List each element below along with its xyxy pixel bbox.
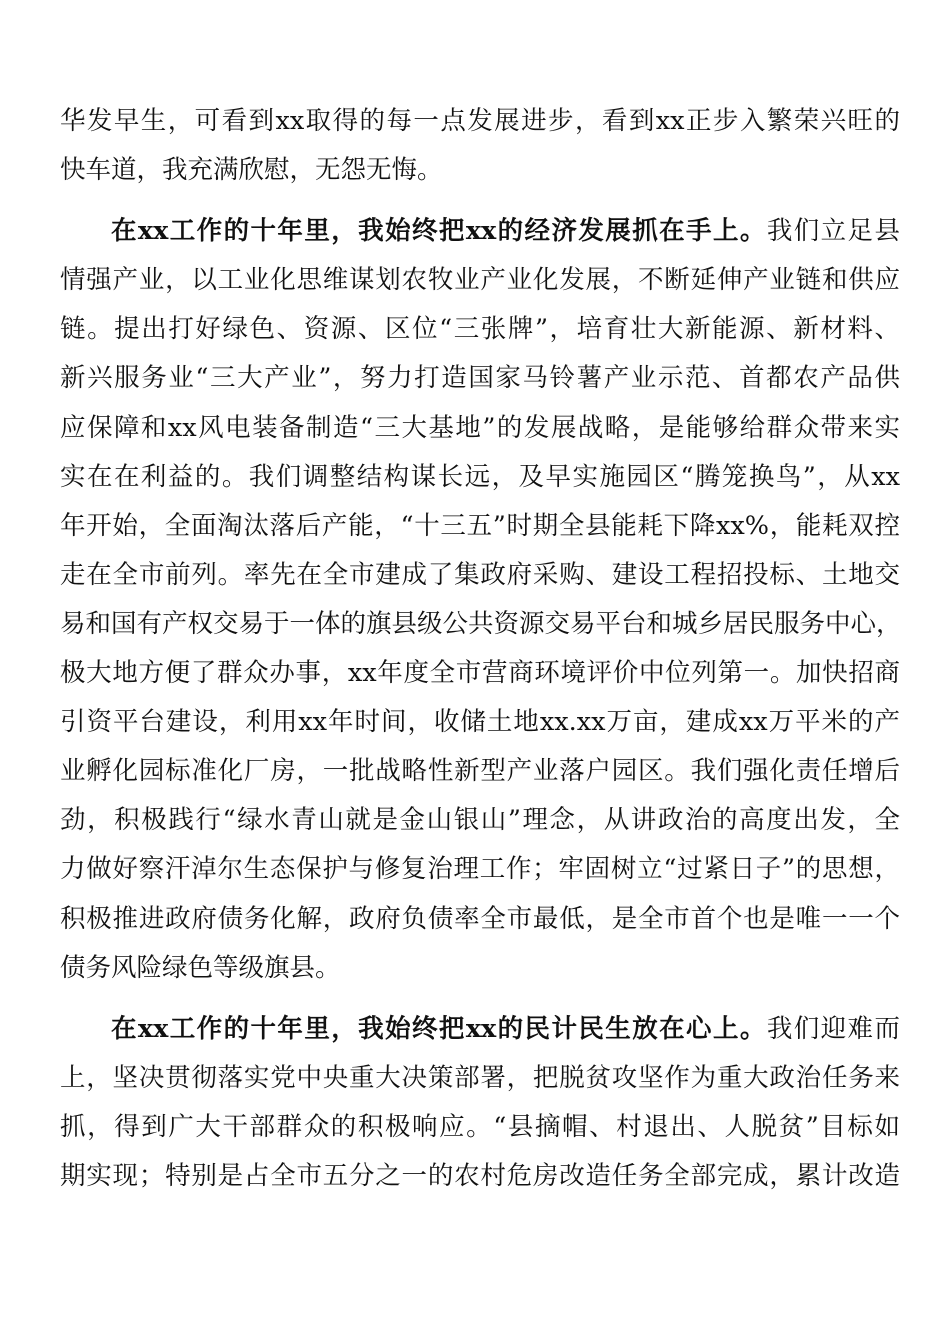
paragraph-3-lead: 在xx工作的十年里，我始终把xx的民计民生放在心上。: [111, 1013, 767, 1044]
paragraph-2-line: 链。提出打好绿色、资源、区位“三张牌”，培育壮大新能源、新材料、: [60, 314, 900, 345]
document-body: [60, 97, 900, 1201]
paragraph-1-line-2: 快车道，我充满欣慰，无怨无悔。: [60, 155, 443, 186]
paragraph-2-line: 引资平台建设，利用xx年时间，收储土地xx.xx万亩，建成xx万平米的产: [60, 707, 900, 738]
paragraph-3-line-1: [60, 1005, 900, 1054]
paragraph-3-line: 期实现；特别是占全市五分之一的农村危房改造任务全部完成，累计改造: [60, 1160, 900, 1191]
paragraph-3-line: 抓，得到广大干部群众的积极响应。“县摘帽、村退出、人脱贫”目标如: [60, 1111, 900, 1142]
paragraph-3-first-line-rest: 我们迎难而: [766, 1013, 900, 1044]
paragraph-3-line: 上，坚决贯彻落实党中央重大决策部署，把脱贫攻坚作为重大政治任务来: [60, 1062, 900, 1093]
paragraph-2-line: 积极推进政府债务化解，政府负债率全市最低，是全市首个也是唯一一个: [60, 903, 900, 934]
paragraph-2-line: 极大地方便了群众办事，xx年度全市营商环境评价中位列第一。加快招商: [60, 658, 900, 689]
paragraph-2-line-1: [60, 207, 900, 256]
paragraph-2-lead: 在xx工作的十年里，我始终把xx的经济发展抓在手上。: [111, 216, 767, 247]
paragraph-2-line: 实在在利益的。我们调整结构谋长远，及早实施园区“腾笼换鸟”，从xx: [60, 461, 900, 492]
paragraph-3: [60, 1005, 900, 1201]
paragraph-1: [60, 97, 900, 195]
paragraph-2-line: 劲，积极践行“绿水青山就是金山银山”理念，从讲政治的高度出发，全: [60, 805, 900, 836]
paragraph-2-line: 情强产业，以工业化思维谋划农牧业产业化发展，不断延伸产业链和供应: [60, 265, 900, 296]
paragraph-2-line: 走在全市前列。率先在全市建成了集政府采购、建设工程招投标、土地交: [60, 559, 900, 590]
paragraph-2-line: 易和国有产权交易于一体的旗县级公共资源交易平台和城乡居民服务中心，: [60, 608, 902, 639]
paragraph-1-line-1: 华发早生，可看到xx取得的每一点发展进步，看到xx正步入繁荣兴旺的: [60, 106, 900, 136]
paragraph-2-line: 年开始，全面淘汰落后产能，“十三五”时期全县能耗下降xx%，能耗双控: [60, 510, 900, 541]
paragraph-2-line: 业孵化园标准化厂房，一批战略性新型产业落户园区。我们强化责任增后: [60, 756, 900, 787]
paragraph-2-line: 力做好察汗淖尔生态保护与修复治理工作；牢固树立“过紧日子”的思想，: [60, 854, 900, 885]
paragraph-2-line: 应保障和xx风电装备制造“三大基地”的发展战略，是能够给群众带来实: [60, 412, 900, 443]
paragraph-2-line: 新兴服务业“三大产业”，努力打造国家马铃薯产业示范、首都农产品供: [60, 363, 900, 394]
paragraph-2-first-line-rest: 我们立足县: [766, 216, 900, 247]
paragraph-2-line: 债务风险绿色等级旗县。: [60, 952, 341, 983]
paragraph-2: [60, 207, 900, 993]
